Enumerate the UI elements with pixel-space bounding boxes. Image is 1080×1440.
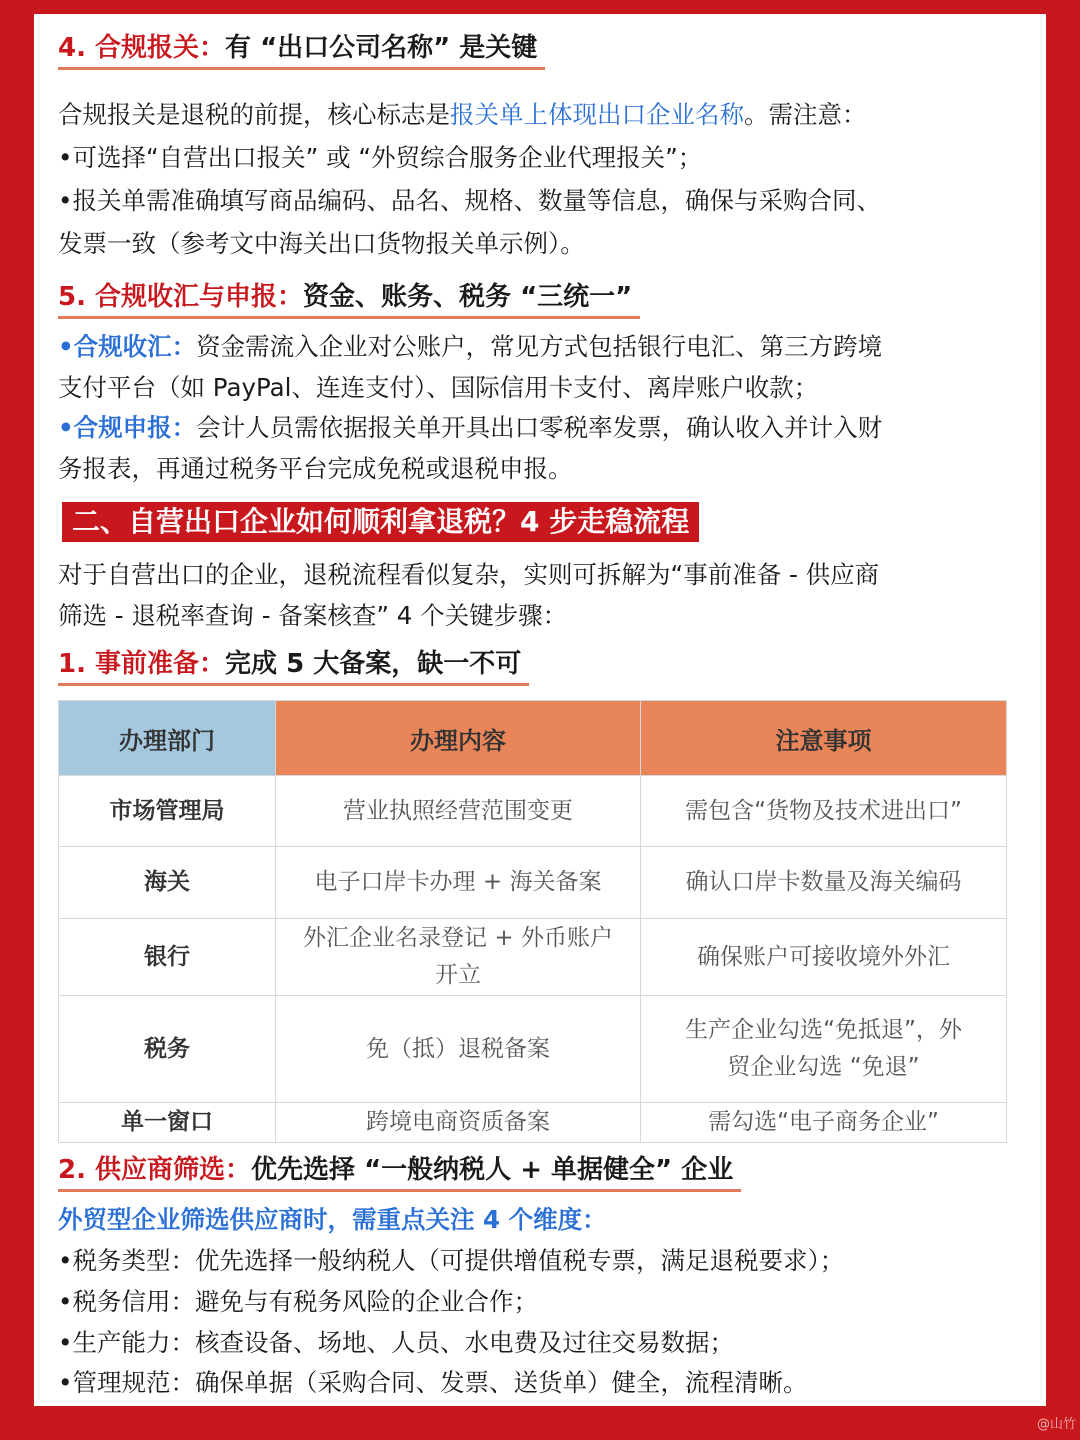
list-item: •管理规范：确保单据（采购合同、发票、送货单）健全，流程清晰。 (58, 1368, 808, 1397)
watermark: @山竹 (1036, 1417, 1076, 1432)
filing-table (58, 700, 1007, 1143)
supplier-criteria-intro: 外贸型企业筛选供应商时，需重点关注 4 个维度： (58, 1205, 607, 1234)
list-item: •税务信用：避免与有税务风险的企业合作； (58, 1287, 538, 1316)
paragraph-process-intro: 对于自营出口的企业，退税流程看似复杂，实则可拆解为“事前准备 - 供应商 筛选 - 退税率查询 - 备案核查” 4 个关键步骤： (58, 560, 880, 630)
table-header-row (59, 701, 1007, 776)
heading-step1-preparation: 1. 事前准备：完成 5 大备案，缺一不可 (58, 647, 529, 686)
heading-customs-declaration: 4. 合规报关：有 “出口公司名称” 是关键 (58, 31, 545, 70)
paragraph-customs-intro: 合规报关是退税的前提，核心标志是报关单上体现出口企业名称。需注意： (58, 100, 867, 129)
list-item: •税务类型：优先选择一般纳税人（可提供增值税专票，满足退税要求）； (58, 1246, 845, 1275)
col-header-content: 办理内容 (276, 701, 641, 776)
table-row: 市场管理局 营业执照经营范围变更 需包含“货物及技术进出口” (59, 776, 1007, 847)
col-header-notes: 注意事项 (641, 701, 1007, 776)
table-row: 银行 外汇企业名录登记 + 外币账户 开立 确保账户可接收境外外汇 (59, 919, 1007, 996)
list-item: •生产能力：核查设备、场地、人员、水电费及过往交易数据； (58, 1328, 734, 1357)
col-header-department: 办理部门 (59, 701, 276, 776)
item-compliant-filing: •合规申报：会计人员需依据报关单开具出口零税率发票，确认收入并计入财 务报表，再通过税务平台完成免税或退税申报。 (58, 413, 883, 483)
section-title-self-export: 二、自营出口企业如何顺利拿退税？4 步走稳流程 (62, 502, 699, 542)
bullet-declaration-method: •可选择“自营出口报关” 或 “外贸综合服务企业代理报关”； (58, 143, 703, 172)
item-compliant-forex: •合规收汇：资金需流入企业对公账户，常见方式包括银行电汇、第三方跨境 支付平台（如 PayPal、连连支付）、国际信用卡支付、离岸账户收款； (58, 332, 883, 402)
highlight-company-name: 报关单上体现出口企业名称 (450, 100, 744, 129)
heading-step2-supplier: 2. 供应商筛选：优先选择 “一般纳税人 + 单据健全” 企业 (58, 1153, 741, 1192)
content-card (34, 14, 1046, 1406)
heading-forex-and-filing: 5. 合规收汇与申报：资金、账务、税务 “三统一” (58, 280, 640, 319)
table-row: 税务 免（抵）退税备案 生产企业勾选“免抵退”，外 贸企业勾选 “免退” (59, 996, 1007, 1103)
table-row: 海关 电子口岸卡办理 + 海关备案 确认口岸卡数量及海关编码 (59, 847, 1007, 919)
bullet-declaration-accuracy: •报关单需准确填写商品编码、品名、规格、数量等信息，确保与采购合同、 发票一致（参考文中海关出口货物报关单示例）。 (58, 186, 881, 258)
table-row: 单一窗口 跨境电商资质备案 需勾选“电子商务企业” (59, 1103, 1007, 1143)
